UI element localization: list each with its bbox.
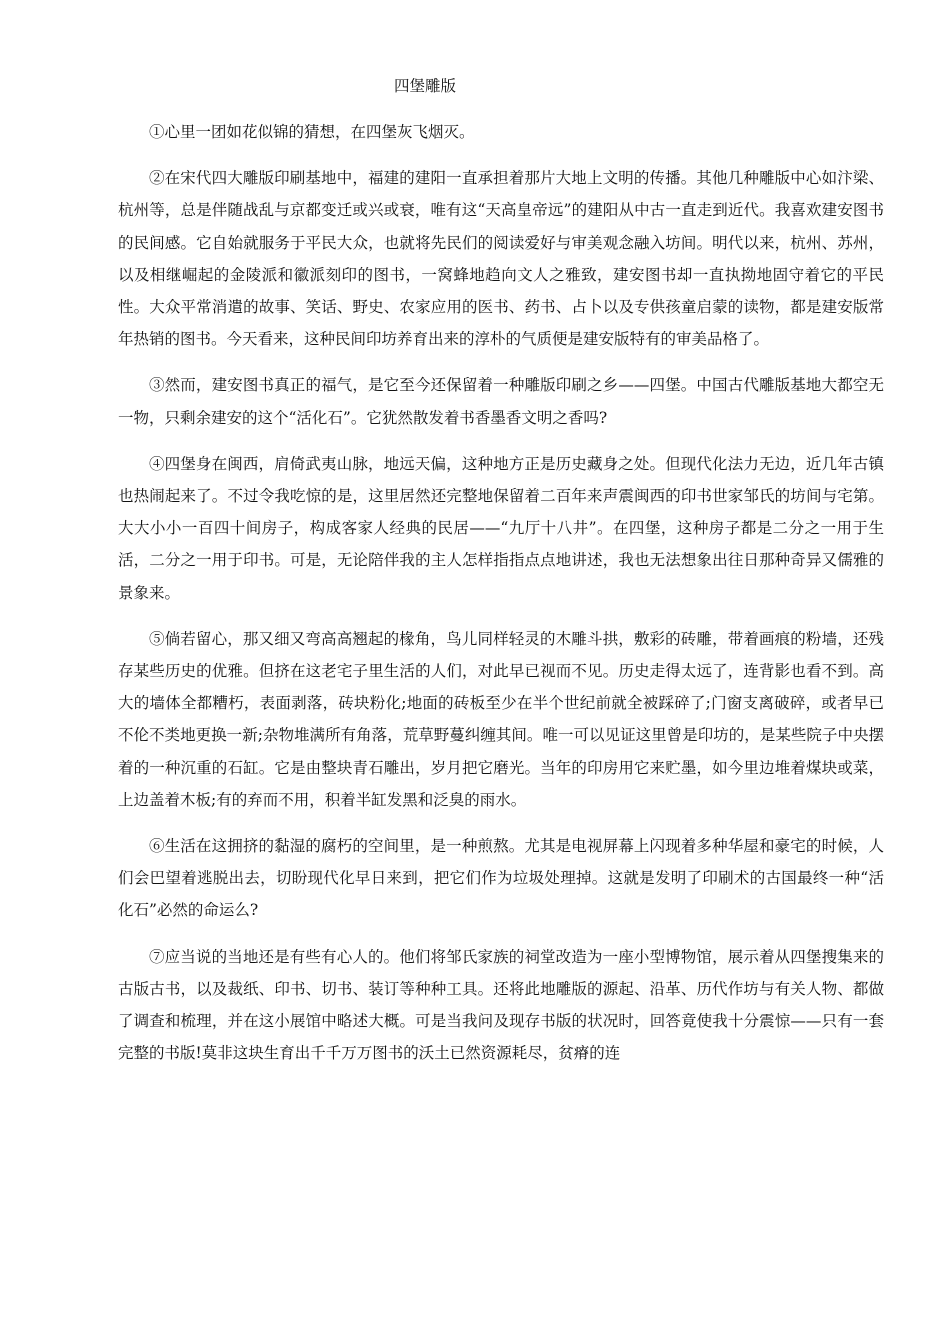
paragraph-6: ⑥生活在这拥挤的黏湿的腐朽的空间里，是一种煎熬。尤其是电视屏幕上闪现着多种华屋和豪宅的时候，人们会巴望着逃脱出去，切盼现代化早日来到，把它们作为垃圾处理掉。这就是发明了印刷术的古国最终一种“活化石”必然的命运么? (118, 837, 884, 920)
paragraph-1: ①心里一团如花似锦的猜想，在四堡灰飞烟灭。 (149, 123, 475, 141)
document-title: 四堡雕版 (394, 77, 457, 95)
paragraph-7: ⑦应当说的当地还是有些有心人的。他们将邹氏家族的祠堂改造为一座小型博物馆，展示着从四堡搜集来的古版古书，以及裁纸、印书、切书、装订等种种工具。还将此地雕版的源起、沿革、历代作坊与有关人物、都做了调查和梳理，并在这小展馆中略述大概。可是当我问及现存书版的状况时，回答竟使我十分震惊——只有一套完整的书版!莫非这块生育出千千万万图书的沃土已然资源耗尽，贫瘠的连 (118, 947, 884, 1063)
paragraph-2: ②在宋代四大雕版印刷基地中，福建的建阳一直承担着那片大地上文明的传播。其他几种雕版中心如汴梁、杭州等，总是伴随战乱与京都变迁或兴或衰，唯有这“天高皇帝远”的建阳从中古一直走到近代。我喜欢建安图书的民间感。它自始就服务于平民大众，也就将先民们的阅读爱好与审美观念融入坊间。明代以来，杭州、苏州，以及相继崛起的金陵派和徽派刻印的图书，一窝蜂地趋向文人之雅致，建安图书却一直执拗地固守着它的平民性。大众平常消遣的故事、笑话、野史、农家应用的医书、药书、占卜以及专供孩童启蒙的读物，都是建安版常年热销的图书。今天看来，这种民间印坊养育出来的淳朴的气质便是建安版特有的审美品格了。 (118, 169, 884, 349)
paragraph-3: ③然而，建安图书真正的福气，是它至今还保留着一种雕版印刷之乡——四堡。中国古代雕版基地大都空无一物，只剩余建安的这个“活化石”。它犹然散发着书香墨香文明之香吗? (118, 376, 884, 427)
paragraph-5: ⑤倘若留心，那又细又弯高高翘起的椽角，鸟儿同样轻灵的木雕斗拱，敷彩的砖雕，带着画痕的粉墙，还残存某些历史的优雅。但挤在这老宅子里生活的人们，对此早已视而不见。历史走得太远了，连背影也看不到。高大的墙体全都糟朽，表面剥落，砖块粉化;地面的砖板至少在半个世纪前就全被踩碎了;门窗支离破碎，或者早已不伦不类地更换一新;杂物堆满所有角落，荒草野蔓纠缠其间。唯一可以见证这里曾是印坊的，是某些院子中央摆着的一种沉重的石缸。它是由整块青石雕出，岁月把它磨光。当年的印房用它来贮墨，如今里边堆着煤块或菜，上边盖着木板;有的弃而不用，积着半缸发黑和泛臭的雨水。 (118, 629, 884, 809)
paragraph-4: ④四堡身在闽西，肩倚武夷山脉，地远天偏，这种地方正是历史藏身之处。但现代化法力无边，近几年古镇也热闹起来了。不过令我吃惊的是，这里居然还完整地保留着二百年来声震闽西的印书世家邹氏的坊间与宅第。大大小小一百四十间房子，构成客家人经典的民居——“九厅十八井”。在四堡，这种房子都是二分之一用于生活，二分之一用于印书。可是，无论陪伴我的主人怎样指指点点地讲述，我也无法想象出往日那种奇异又儒雅的景象来。 (118, 454, 884, 602)
document-page (118, 68, 884, 1083)
